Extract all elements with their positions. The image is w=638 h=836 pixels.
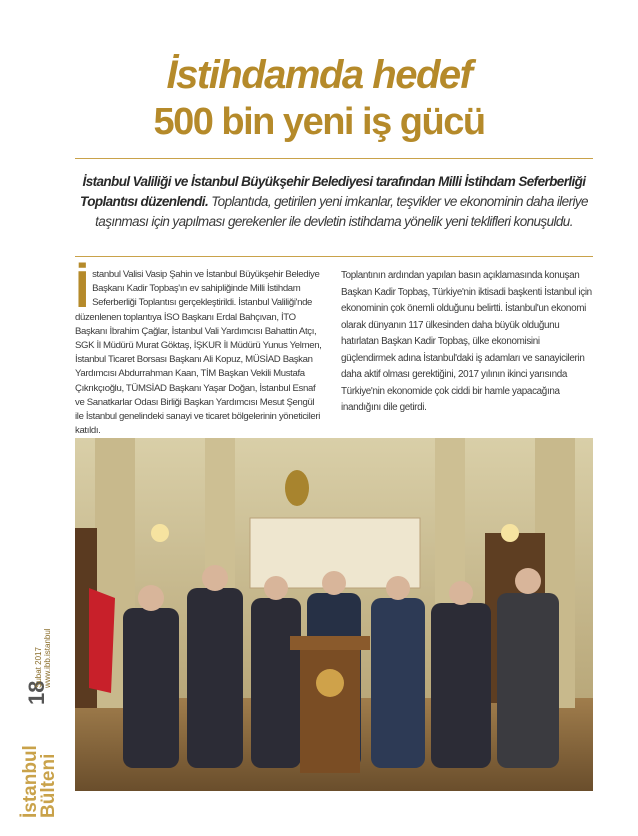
article-column-right: Toplantının ardından yapılan basın açıklamasında konuşan Başkan Kadir Topbaş, Türkiye'nin iktisadi başkenti İstanbul için ekonominin çok önemli olduğunu belirtti. İstanbul'un ekonomi olarak dünyanın 117 ülkesinden daha büyük olduğunu hatırlatan Başkan Kadir Topbaş, ülke ekonomisini güçlendirmek adına İstanbul'daki iş adamları ve sanayicilerin daha aktif olması gerektiğini, 2017 yılının ikinci yarısında Türkiye'nin ekonomide çok ciddi bir hamle yapacağına inandığını dile getirdi. (341, 270, 592, 413)
issue-date: Şubat 2017 (34, 647, 43, 688)
photo-illustration (75, 438, 593, 791)
brand-line-1: İstanbul (20, 745, 41, 818)
website: www.ibb.istanbul (43, 628, 52, 688)
page-number: 18 (24, 680, 49, 705)
group-photo (75, 438, 593, 791)
divider-top (75, 158, 593, 159)
headline-line-2: 500 bin yeni iş gücü (153, 101, 485, 143)
article-left-text: stanbul Valisi Vasip Şahin ve İstanbul Büyükşehir Belediye Başkanı Kadir Topbaş'ın ev sahipliğinde Milli İstihdam Seferberliği Toplantısı gerçekleştirildi. İstanbul Valiliği'nde düzenlenen toplantıya İSO Başkanı Erdal Bahçıvan, İTO Başkanı İbrahim Çağlar, İstanbul Vali Yardımcısı Bahattin Atçı, SGK İl Müdürü Murat Göktaş, İŞKUR İl Müdürü Yunus Yelmen, İstanbul Ticaret Borsası Başkanı Ali Kopuz, MÜSİAD Başkan Yardımcısı Abdurrahman Kaan, TİM Başkan Vekili Mustafa Çıkrıkçıoğlu, TÜMSİAD Başkanı Yaşar Doğan, İstanbul Esnaf ve Sanatkarlar Odası Birliği Başkan Yardımcısı Mesut Şengül ile İstanbul genelindeki sanayi ve ticaret bölgelerinin yöneticileri katıldı. (75, 269, 322, 437)
brand-name (22, 745, 58, 818)
headline-line-1: İstihdamda hedef (166, 53, 472, 97)
dropcap: İ (75, 261, 90, 319)
divider-middle (75, 256, 593, 257)
issue-info (34, 628, 52, 688)
brand-line-2: Bülteni (38, 753, 59, 818)
lead-bold: İstanbul Valiliği ve İstanbul Büyükşehir Belediyesi tarafından Milli İstihdam Seferberliği Toplantısı düzenlendi. (80, 174, 586, 209)
lead-italic: Toplantıda, getirilen yeni imkanlar, teşvikler ve ekonominin daha ileriye taşınması için yapılması gerekenler ile devletin istihdama yönelik yeni teklifleri konuşuldu. (95, 194, 588, 229)
lead-paragraph (75, 172, 593, 232)
article-column-left (75, 261, 325, 438)
